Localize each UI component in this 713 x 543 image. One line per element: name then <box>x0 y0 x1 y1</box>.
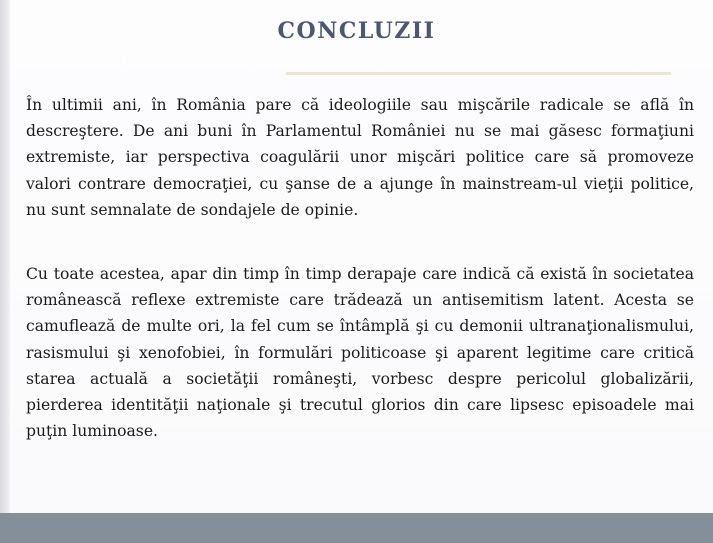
heading-underline-rule <box>286 72 671 75</box>
section-heading: CONCLUZII <box>277 18 436 44</box>
paragraph-2: Cu toate acestea, apar din timp în timp derapaje care indică că există în societatea românească reflexe extremiste care trădează un antisemitism latent. Acesta se camuflează de multe ori, la fel cum se întâmplă şi cu demonii ultranaţionalismului, rasismului şi xenofobiei, în formulări politicoase şi aparent legitime care critică starea actuală a societăţii româneşti, vorbesc despre pericolul globalizării, pierderea identităţii naţionale şi trecutul glorios din care lipsesc episoadele mai puţin luminoase. <box>26 265 694 441</box>
footer-bar <box>0 513 713 543</box>
page-left-edge-shadow <box>0 0 10 515</box>
paragraph-1: În ultimii ani, în România pare că ideologiile sau mişcările radicale se află în descreştere. De ani buni în Parlamentul României nu se mai găsesc formaţiuni extremiste, iar perspectiva coagulării unor mişcări politice care să promoveze valori contrare democraţiei, cu şanse de a ajunge în mainstream-ul vieţii politice, nu sunt semnalate de sondajele de opinie. <box>26 96 694 219</box>
